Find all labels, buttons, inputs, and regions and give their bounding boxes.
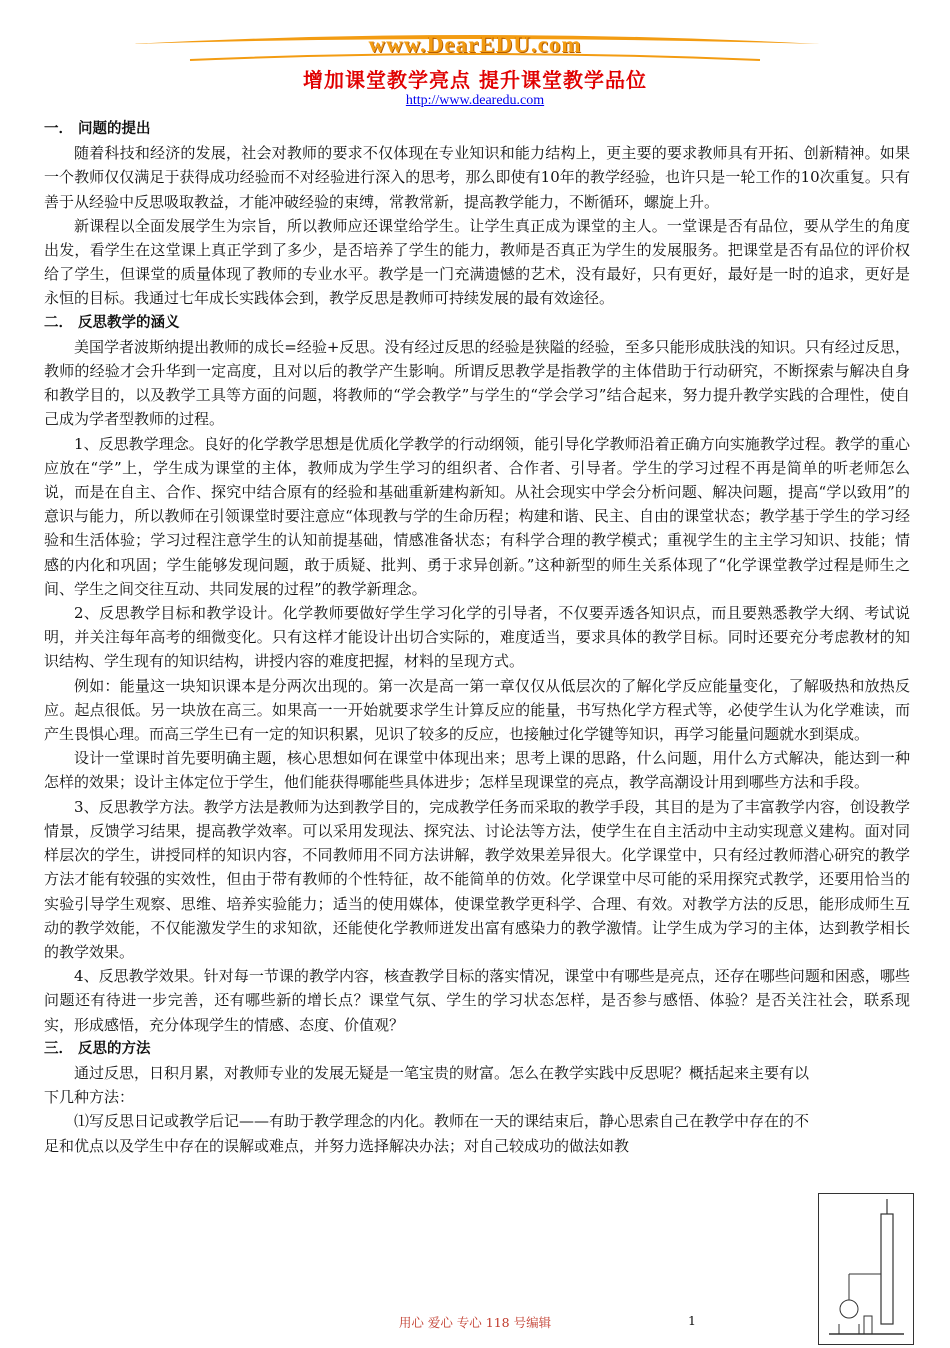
- paragraph: 4、反思教学效果。针对每一节课的教学内容，核查教学目标的落实情况，课堂中有哪些是亮点，还存在哪些问题和困惑，哪些问题还有待进一步完善，还有哪些新的增长点？课堂气氛、学生的学习状态怎样，是否参与感悟、体验？是否关注社会，联系现实，形成感悟，充分体现学生的情感、态度、价值观？: [44, 967, 910, 1034]
- section-heading: 二． 反思教学的涵义: [44, 313, 180, 331]
- site-banner-text: www.DearEDU.com: [368, 32, 582, 57]
- paragraph: 设计一堂课时首先要明确主题，核心思想如何在课堂中体现出来；思考上课的思路，什么问题，用什么方式解决，能达到一种怎样的效果；设计主体定位于学生，他们能获得哪能些具体进步；怎样呈现课堂的亮点，教学高潮设计用到哪些方法和手段。: [44, 749, 910, 792]
- paragraph: 新课程以全面发展学生为宗旨，所以教师应还课堂给学生。让学生真正成为课堂的主人。一堂课是否有品位，要从学生的角度出发，看学生在这堂课上真正学到了多少，是否培养了学生的能力，教师是否真正为学生的发展服务。把课堂是否有品位的评价权给了学生，但课堂的质量体现了教师的专业水平。教学是一门充满遗憾的艺术，没有最好，只有更好，最好是一时的追求，更好是永恒的目标。我通过七年成长实践体会到，教学反思是教师可持续发展的最有效途径。: [44, 216, 910, 308]
- paragraph: 通过反思，日积月累，对教师专业的发展无疑是一笔宝贵的财富。怎么在教学实践中反思呢？概括起来主要有以下几种方法：: [44, 1063, 810, 1107]
- paragraph: 例如：能量这一块知识课本是分两次出现的。第一次是高一第一章仅仅从低层次的了解化学反应能量变化，了解吸热和放热反应。起点很低。另一块放在高三。如果高一一开始就要求学生计算反应的能量，书写热化学方程式等，必使学生认为化学难读，而产生畏惧心理。而高三学生已有一定的知识积累，见识了较多的反应，也接触过化学键等知识，再学习能量问题就水到渠成。: [44, 676, 910, 744]
- section-heading: 三． 反思的方法: [44, 1039, 151, 1057]
- paragraph: 3、反思教学方法。教学方法是教师为达到教学目的，完成教学任务而采取的教学手段，其目的是为了丰富教学内容，创设教学情景，反馈学习结果，提高教学效率。可以采用发现法、探究法、讨论法等方法，使学生在自主活动中主动实现意义建构。面对同样层次的学生，讲授同样的知识内容，不同教师用不同方法讲解，教学效果差异很大。化学课堂中，只有经过教师潜心研究的教学方法才能有较强的实效性，但由于带有教师的个性特征，故不能简单的仿效。化学课堂中尽可能的采用探究式教学，还要用恰当的实验引导学生观察、思维、培养实验能力；适当的使用媒体，使课堂教学更科学、合理、有效。对教学方法的反思，能形成师生互动的教学效能，不仅能激发学生的求知欲，还能使化学教师迸发出富有感染力的教学激情。让学生成为学习的主体，达到教学相长的教学效果。: [44, 797, 910, 961]
- paragraph: 2、反思教学目标和教学设计。化学教师要做好学生学习化学的引导者，不仅要弄透各知识点，而且要熟悉教学大纲、考试说明，并关注每年高考的细微变化。只有这样才能设计出切合实际的，难度适当，要求具体的教学目标。同时还要充分考虑教材的知识结构、学生现有的知识结构，讲授内容的难度把握，材料的呈现方式。: [44, 604, 910, 671]
- page-title: 增加课堂教学亮点 提升课堂教学品位: [303, 68, 647, 92]
- footer-slogan: 用心 爱心 专心 118 号编辑: [398, 1315, 552, 1330]
- source-link[interactable]: http://www.dearedu.com: [405, 93, 545, 108]
- article-body: [44, 117, 910, 1158]
- paragraph: 美国学者波斯纳提出教师的成长=经验+反思。没有经过反思的经验是狭隘的经验，至多只能形成肤浅的知识。只有经过反思，教师的经验才会升华到一定高度，且对以后的教学产生影响。所谓反思教学是指教学的主体借助于行动研究，不断探索与解决自身和教学目的，以及教学工具等方面的问题，将教师的“学会教学”与学生的“学会学习”结合起来，努力提升教学实践的合理性，使自己成为学者型教师的过程。: [44, 337, 910, 429]
- paragraph: 1、反思教学理念。良好的化学教学思想是优质化学教学的行动纲领，能引导化学教师沿着正确方向实施教学过程。教学的重心应放在“学”上，学生成为课堂的主体，教师成为学生学习的组织者、合作者、引导者。学生的学习过程不再是简单的听老师怎么说，而是在自主、合作、探究中结合原有的经验和基础重新建构新知。从社会现实中学会分析问题、解决问题，提高“学以致用”的意识与能力，所以教师在引领课堂时要注意应“体现教与学的生命历程；构建和谐、民主、自由的课堂状态；教学基于学生的学习经验和生活体验；学习过程注意学生的认知前提基础，情感准备状态；有科学合理的教学模式；重视学生的主主学习知识、技能；情感的内化和巩固；学生能够发现问题，敢于质疑、批判、勇于求异创新。”这种新型的师生关系体现了“化学课堂教学过程是师生之间、学生之间交往互动、共同发展的过程”的教学新理念。: [44, 434, 910, 598]
- section-heading: 一． 问题的提出: [44, 120, 151, 137]
- paragraph: 随着科技和经济的发展，社会对教师的要求不仅体现在专业知识和能力结构上，更主要的要求教师具有开拓、创新精神。如果一个教师仅仅满足于获得成功经验而不对经验进行深入的思考，那么即使有10年的教学经验，也许只是一轮工作的10次重复。只有善于从经验中反思吸取教益，才能冲破经验的束缚，常教常新，提高教学能力，不断循环，螺旋上升。: [44, 144, 910, 211]
- page-number: 1: [688, 1313, 696, 1328]
- paragraph: ⑴写反思日记或教学后记——有助于教学理念的内化。教师在一天的课结束后，静心思索自己在教学中存在的不足和优点以及学生中存在的误解或难点，并努力选择解决办法；对自己较成功的做法如教: [44, 1112, 810, 1155]
